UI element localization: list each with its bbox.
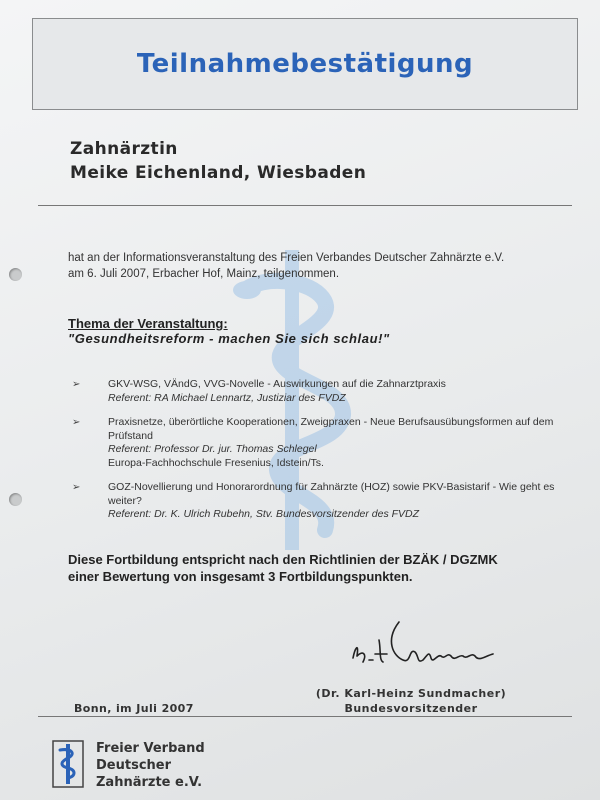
agenda-item-referent: Referent: RA Michael Lennartz, Justiziar des FVDZ: [108, 391, 346, 404]
title-box: [32, 18, 578, 110]
divider-bottom: [38, 716, 572, 717]
recipient-block: [70, 137, 366, 185]
arrow-bullet-icon: ➢: [72, 482, 81, 493]
staff-of-asclepius-icon: [52, 740, 84, 788]
agenda-item-text: GOZ-Novellierung und Honorarordnung für Zahnärzte (HOZ) sowie PKV-Basistarif - Wie geht es weiter?: [108, 481, 555, 507]
document-title: Teilnahmebestätigung: [136, 49, 474, 79]
theme-title: "Gesundheitsreform - machen Sie sich schlau!": [68, 331, 390, 346]
agenda-item: [72, 378, 572, 405]
organization-logo-text: [96, 740, 205, 791]
agenda-item-text: GKV-WSG, VÄndG, VVG-Novelle - Auswirkungen auf die Zahnarztpraxis: [108, 378, 446, 390]
intro-line-2: am 6. Juli 2007, Erbacher Hof, Mainz, teilgenommen.: [68, 268, 340, 280]
recipient-role: Zahnärztin: [70, 139, 178, 159]
organization-line-1: Freier Verband: [96, 741, 205, 756]
recipient-name: Meike Eichenland, Wiesbaden: [70, 163, 367, 183]
place-date: Bonn, im Juli 2007: [74, 702, 194, 715]
divider-top: [38, 205, 572, 206]
agenda-item: [72, 481, 572, 522]
signatory-position: Bundesvorsitzender: [344, 702, 478, 715]
handwritten-signature: [345, 610, 505, 680]
arrow-bullet-icon: ➢: [72, 417, 81, 428]
organization-line-3: Zahnärzte e.V.: [96, 775, 203, 790]
signatory: [286, 686, 536, 716]
credit-notice-line-1: Diese Fortbildung entspricht nach den Richtlinien der BZÄK / DGZMK: [68, 552, 498, 567]
punch-hole-top: [9, 268, 22, 281]
arrow-bullet-icon: ➢: [72, 379, 81, 390]
intro-text: [68, 250, 578, 282]
agenda-item-text: Praxisnetze, überörtliche Kooperationen, Zweigpraxen - Neue Berufsausübungsformen auf dem Prüfstand: [108, 416, 554, 442]
credit-notice: [68, 551, 588, 585]
agenda-item: [72, 416, 572, 470]
intro-line-1: hat an der Informationsveranstaltung des Freien Verbandes Deutscher Zahnärzte e.V.: [68, 252, 505, 264]
agenda-item-referent: Referent: Professor Dr. jur. Thomas Schlegel: [108, 443, 317, 455]
theme-label: Thema der Veranstaltung:: [68, 316, 228, 331]
signatory-name: (Dr. Karl-Heinz Sundmacher): [315, 687, 507, 700]
organization-line-2: Deutscher: [96, 758, 172, 773]
agenda-item-affiliation: Europa-Fachhochschule Fresenius, Idstein/Ts.: [108, 456, 324, 469]
punch-hole-bottom: [9, 493, 22, 506]
agenda-list: [72, 378, 572, 533]
credit-notice-line-2: einer Bewertung von insgesamt 3 Fortbildungspunkten.: [68, 569, 413, 584]
agenda-item-referent: Referent: Dr. K. Ulrich Rubehn, Stv. Bundesvorsitzender des FVDZ: [108, 508, 420, 520]
